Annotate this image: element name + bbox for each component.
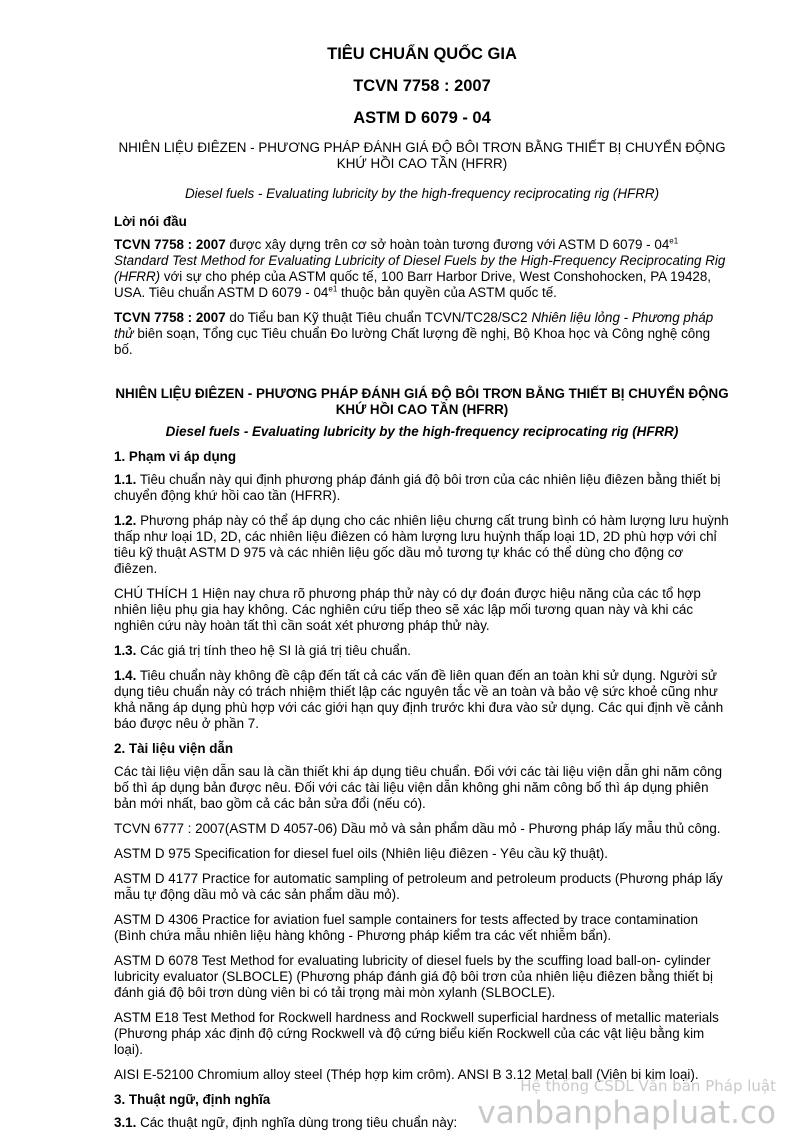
clause-1-3-number: 1.3. — [114, 643, 137, 658]
foreword-paragraph-1 — [114, 237, 730, 301]
foreword-p1-text-c: thuộc bản quyền của ASTM quốc tế. — [337, 285, 557, 300]
clause-1-4-number: 1.4. — [114, 668, 137, 683]
doc-title-tcvn-code: TCVN 7758 : 2007 — [353, 77, 491, 95]
reference-item: ASTM D 4306 Practice for aviation fuel sample containers for tests affected by trace contamination (Bình chứa mẫu nhiên liệu hàng không - Phương pháp kiểm tra các vết nhiễm bẩn). — [114, 912, 699, 943]
body-title: NHIÊN LIỆU ĐIÊZEN - PHƯƠNG PHÁP ĐÁNH GIÁ ĐỘ BÔI TRƠN BẰNG THIẾT BỊ CHUYỂN ĐỘNG KHỨ HỒI CAO TẦN (HFRR) — [115, 386, 729, 417]
clause-1-2 — [114, 513, 730, 577]
section-2-heading: 2. Tài liệu viện dẫn — [114, 741, 234, 756]
clause-1-4-text: Tiêu chuẩn này không đề cập đến tất cả các vấn đề liên quan đến an toàn khi sử dụng. Người sử dụng tiêu chuẩn này có trách nhiệm thiết lập các nguyên tắc về an toàn và bảo vệ sức khoẻ cũng như khả năng áp dụng phù hợp với các giới hạn quy định trước khi đưa vào sử dụng. Các qui định về cảnh báo được nêu ở phần 7. — [114, 668, 724, 731]
foreword-paragraph-2 — [114, 310, 730, 358]
foreword-p2-code: TCVN 7758 : 2007 — [114, 310, 226, 325]
clause-1-2-text: Phương pháp này có thể áp dụng cho các nhiên liệu chưng cất trung bình có hàm lượng lưu huỳnh thấp như loại 1D, 2D, các nhiên liệu điêzen có hàm lượng lưu huỳnh thấp loại 1D, 2D phù hợp với chỉ tiêu kỹ thuật ASTM D 975 và các nhiên liệu gốc dầu mỏ tương tự khác có thể dùng cho động cơ điêzen. — [114, 513, 729, 576]
note-1: CHÚ THÍCH 1 Hiện nay chưa rõ phương pháp thử này có dự đoán được hiệu năng của các tổ hợp nhiên liệu phụ gia hay không. Các nghiên cứu tiếp theo sẽ xác lập mối tương quan này và khi các nghiên cứu này hoàn tất thì cần soát xét phương pháp thử này. — [114, 586, 701, 633]
doc-subtitle: NHIÊN LIỆU ĐIÊZEN - PHƯƠNG PHÁP ĐÁNH GIÁ ĐỘ BÔI TRƠN BẰNG THIẾT BỊ CHUYỂN ĐỘNG KHỨ HỒI CAO TẦN (HFRR) — [118, 140, 726, 171]
reference-item: ASTM E18 Test Method for Rockwell hardness and Rockwell superficial hardness of metallic materials (Phương pháp xác định độ cứng Rockwell và độ cứng biểu kiến Rockwell của các vật liệu bằng kim loại). — [114, 1010, 719, 1057]
section-3-heading: 3. Thuật ngữ, định nghĩa — [114, 1092, 271, 1107]
foreword-p2-italic: Nhiên liệu lỏng - Phương pháp thử — [114, 310, 714, 341]
watermark-line-1: Hệ thống CSDL Văn bản Pháp luật — [520, 1077, 776, 1095]
foreword-p1-text-b: với sự cho phép của ASTM quốc tế, 100 Barr Harbor Drive, West Conshohocken, PA 19428, USA. Tiêu chuẩn ASTM D 6079 - 04 — [114, 269, 712, 300]
reference-item: ASTM D 6078 Test Method for evaluating lubricity of diesel fuels by the scuffing load ball-on- cylinder lubricity evaluator (SLBOCLE) (Phương pháp đánh giá độ bôi trơn của nhiên liệu điêzen bằng thiết bị đánh giá độ bôi trơn dùng viên bi có tải trọng mài mòn xylanh (SLBOCLE). — [114, 953, 713, 1000]
foreword-p1-italic: Standard Test Method for Evaluating Lubricity of Diesel Fuels by the High-Frequency Reciprocating Rig (HFRR) — [114, 253, 726, 284]
doc-subtitle-english: Diesel fuels - Evaluating lubricity by the high-frequency reciprocating rig (HFRR) — [184, 186, 660, 201]
body-title-english: Diesel fuels - Evaluating lubricity by the high-frequency reciprocating rig (HFRR) — [165, 424, 679, 439]
doc-title-national-standard: TIÊU CHUẨN QUỐC GIA — [327, 45, 517, 63]
clause-3-1-text: Các thuật ngữ, định nghĩa dùng trong tiêu chuẩn này: — [136, 1115, 458, 1130]
reference-item: TCVN 6777 : 2007(ASTM D 4057-06) Dầu mỏ và sản phẩm dầu mỏ - Phương pháp lấy mẫu thủ công. — [114, 821, 721, 836]
reference-item: ASTM D 975 Specification for diesel fuel oils (Nhiên liệu điêzen - Yêu cầu kỹ thuật). — [114, 846, 608, 861]
foreword-p2-text-a: do Tiểu ban Kỹ thuật Tiêu chuẩn TCVN/TC28/SC2 — [225, 310, 532, 325]
reference-item: ASTM D 4177 Practice for automatic sampling of petroleum and petroleum products (Phương pháp lấy mẫu tự động dầu mỏ và các sản phẩm dầu mỏ). — [114, 871, 723, 902]
foreword-p1-sup: e1 — [669, 236, 679, 246]
watermark — [477, 1077, 776, 1131]
section-1-heading: 1. Phạm vi áp dụng — [114, 449, 237, 464]
clause-1-1-text: Tiêu chuẩn này qui định phương pháp đánh giá độ bôi trơn của các nhiên liệu điêzen bằng thiết bị chuyển động khứ hồi cao tần (HFRR). — [114, 472, 721, 503]
section-2-intro: Các tài liệu viện dẫn sau là cần thiết khi áp dụng tiêu chuẩn. Đối với các tài liệu viện dẫn ghi năm công bố thì áp dụng bản được nêu. Đối với các tài liệu viện dẫn không ghi năm công bố thì áp dụng phiên bản mới nhất, bao gồm cả các bản sửa đổi (nếu có). — [114, 764, 723, 811]
foreword-heading: Lời nói đầu — [114, 214, 187, 229]
foreword-p1-sup2: e1 — [328, 284, 338, 294]
clause-1-3-text: Các giá trị tính theo hệ SI là giá trị tiêu chuẩn. — [136, 643, 412, 658]
clause-1-4 — [114, 668, 730, 732]
clause-1-1 — [114, 472, 730, 504]
foreword-p2-text-b: biên soạn, Tổng cục Tiêu chuẩn Đo lường Chất lượng đề nghị, Bộ Khoa học và Công nghệ công bố. — [114, 326, 711, 357]
watermark-line-2: vanbanphapluat.co — [477, 1095, 776, 1131]
clause-1-3 — [114, 643, 730, 659]
doc-title-astm-code: ASTM D 6079 - 04 — [353, 109, 491, 127]
reference-item: AISI E-52100 Chromium alloy steel (Thép hợp kim crôm). ANSI B 3.12 Metal ball (Viên bi kim loại). — [114, 1067, 699, 1082]
clause-1-1-number: 1.1. — [114, 472, 137, 487]
document-page — [114, 44, 730, 1140]
foreword-p1-text-a: được xây dựng trên cơ sở hoàn toàn tương đương với ASTM D 6079 - 04 — [225, 237, 670, 252]
clause-1-2-number: 1.2. — [114, 513, 137, 528]
clause-3-1-number: 3.1. — [114, 1115, 137, 1130]
foreword-p1-code: TCVN 7758 : 2007 — [114, 237, 226, 252]
section-gap — [114, 367, 730, 386]
